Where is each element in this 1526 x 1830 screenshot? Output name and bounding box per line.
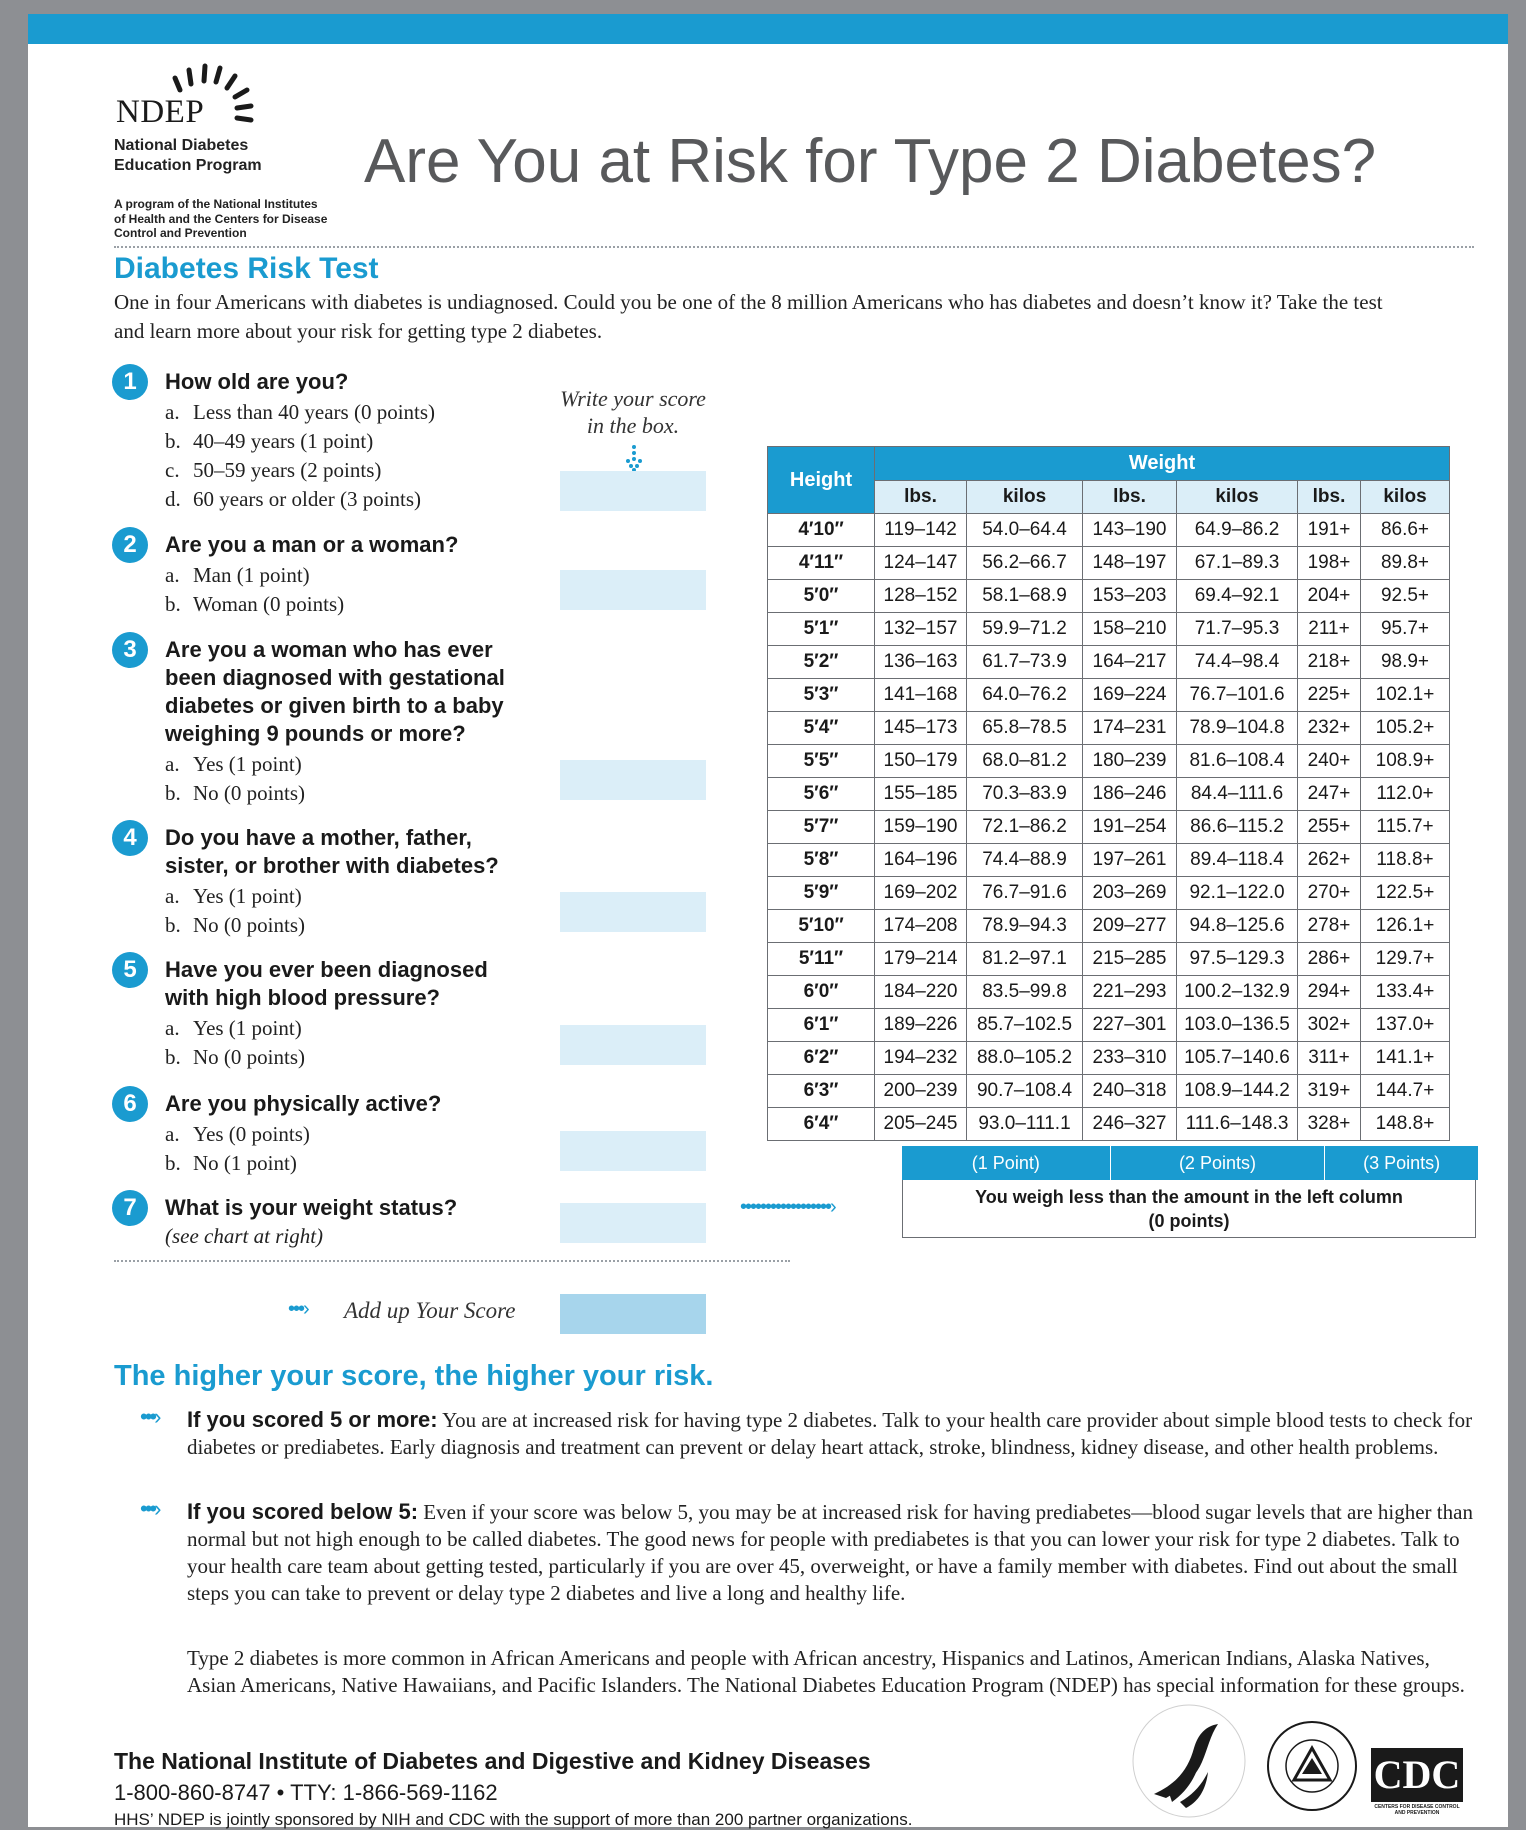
table-row <box>768 646 1450 679</box>
weight-cell: 209–277 <box>1083 910 1177 943</box>
option <box>165 485 435 514</box>
weight-cell: 169–224 <box>1083 679 1177 712</box>
weight-header: Weight <box>875 447 1450 481</box>
risk-paragraph-2-text: Even if your score was below 5, you may be at increased risk for having prediabetes—blood sugar levels that are higher than normal but not high enough to be called diabetes. The good news for people with prediabetes is that you can lower your risk for type 2 diabetes. Talk to your health care team about getting tested, particularly if you are over 45, overweight, or have a family member with diabetes. Find out about the small steps you can take to prevent or delay type 2 diabetes and live a long and healthy life. <box>187 1500 1473 1605</box>
weight-cell: 179–214 <box>875 943 967 976</box>
height-cell: 5′2″ <box>768 646 875 679</box>
right-arrow-icon: ••••••••••••••••••› <box>740 1196 835 1218</box>
table-row <box>768 613 1450 646</box>
weight-cell: 93.0–111.1 <box>967 1108 1083 1141</box>
option-text: Less than 40 years (0 points) <box>193 400 436 424</box>
weight-cell: 103.0–136.5 <box>1177 1009 1298 1042</box>
weight-cell: 246–327 <box>1083 1108 1177 1141</box>
height-cell: 6′3″ <box>768 1075 875 1108</box>
option-letter: a. <box>165 400 180 424</box>
weight-cell: 129.7+ <box>1361 943 1450 976</box>
weight-cell: 84.4–111.6 <box>1177 778 1298 811</box>
height-cell: 6′1″ <box>768 1009 875 1042</box>
section-heading-risk: The higher your score, the higher your risk. <box>114 1360 714 1392</box>
height-cell: 5′9″ <box>768 877 875 910</box>
weight-cell: 311+ <box>1298 1042 1361 1075</box>
risk-paragraph-3: Type 2 diabetes is more common in African Americans and people with African ancestry, Hispanics and Latinos, American Indians, Alaska Natives, Asian Americans, Native Hawaiians, and Pacific Islanders. The National Diabetes Education Program (NDEP) has special information for these groups. <box>187 1646 1465 1697</box>
top-bar <box>28 14 1508 44</box>
option-letter: b. <box>165 429 181 453</box>
weight-cell: 102.1+ <box>1361 679 1450 712</box>
weight-cell: 90.7–108.4 <box>967 1075 1083 1108</box>
ndep-logo-text: NDEP <box>116 94 205 130</box>
weight-cell: 148–197 <box>1083 547 1177 580</box>
weight-cell: 180–239 <box>1083 745 1177 778</box>
weight-cell: 218+ <box>1298 646 1361 679</box>
header-divider <box>114 246 1474 248</box>
score-box-7[interactable] <box>560 1203 706 1243</box>
score-box-2[interactable] <box>560 570 706 610</box>
option-letter: a. <box>165 1122 180 1146</box>
weight-cell: 92.1–122.0 <box>1177 877 1298 910</box>
weight-cell: 203–269 <box>1083 877 1177 910</box>
sub-header: kilos <box>1177 480 1298 514</box>
weight-cell: 144.7+ <box>1361 1075 1450 1108</box>
weight-cell: 97.5–129.3 <box>1177 943 1298 976</box>
org-name-line2: Education Program <box>114 157 262 174</box>
height-cell: 5′3″ <box>768 679 875 712</box>
points-1-label: (1 Point) <box>902 1146 1111 1180</box>
option-letter: a. <box>165 752 180 776</box>
weight-cell: 158–210 <box>1083 613 1177 646</box>
table-row <box>768 976 1450 1009</box>
weight-cell: 319+ <box>1298 1075 1361 1108</box>
weight-cell: 67.1–89.3 <box>1177 547 1298 580</box>
weight-cell: 94.8–125.6 <box>1177 910 1298 943</box>
option <box>165 911 305 940</box>
score-divider <box>114 1260 790 1262</box>
weight-cell: 89.4–118.4 <box>1177 844 1298 877</box>
sub-header: kilos <box>1361 480 1450 514</box>
weight-cell: 81.6–108.4 <box>1177 745 1298 778</box>
weight-cell: 240+ <box>1298 745 1361 778</box>
weight-cell: 108.9+ <box>1361 745 1450 778</box>
table-row <box>768 1108 1450 1141</box>
write-hint-line1: Write your score <box>560 386 706 411</box>
footer-phone: 1-800-860-8747 • TTY: 1-866-569-1162 <box>114 1780 498 1805</box>
question-4-text: Do you have a mother, father, sister, or brother with diabetes? <box>165 825 499 878</box>
weight-cell: 126.1+ <box>1361 910 1450 943</box>
weight-cell: 64.0–76.2 <box>967 679 1083 712</box>
option <box>165 1043 305 1072</box>
weight-cell: 137.0+ <box>1361 1009 1450 1042</box>
weight-cell: 148.8+ <box>1361 1108 1450 1141</box>
weight-cell: 215–285 <box>1083 943 1177 976</box>
total-score-box[interactable] <box>560 1294 706 1334</box>
weight-cell: 145–173 <box>875 712 967 745</box>
table-row <box>768 745 1450 778</box>
score-box-6[interactable] <box>560 1131 706 1171</box>
weight-cell: 294+ <box>1298 976 1361 1009</box>
score-box-4[interactable] <box>560 892 706 932</box>
question-number-2: 2 <box>112 527 148 563</box>
weight-cell: 221–293 <box>1083 976 1177 1009</box>
weight-cell: 255+ <box>1298 811 1361 844</box>
table-row <box>768 679 1450 712</box>
option <box>165 750 305 779</box>
question-5-options <box>165 1014 305 1072</box>
weight-cell: 225+ <box>1298 679 1361 712</box>
weight-cell: 92.5+ <box>1361 580 1450 613</box>
weight-cell: 270+ <box>1298 877 1361 910</box>
question-number-7: 7 <box>112 1190 148 1226</box>
question-7-subtext <box>165 1222 323 1251</box>
height-cell: 5′0″ <box>768 580 875 613</box>
bullet-arrow-icon: •••› <box>140 1404 159 1429</box>
footer-institute: The National Institute of Diabetes and Digestive and Kidney Diseases <box>114 1748 871 1774</box>
weight-cell: 132–157 <box>875 613 967 646</box>
height-cell: 5′4″ <box>768 712 875 745</box>
height-cell: 5′11″ <box>768 943 875 976</box>
option-text: 60 years or older (3 points) <box>193 487 422 511</box>
question-3-text: Are you a woman who has ever been diagnosed with gestational diabetes or given birth to a baby weighing 9 pounds or more? <box>165 637 505 746</box>
sub-header: kilos <box>967 480 1083 514</box>
option <box>165 1149 310 1178</box>
height-cell: 6′0″ <box>768 976 875 1009</box>
table-row <box>768 910 1450 943</box>
weight-cell: 65.8–78.5 <box>967 712 1083 745</box>
weight-cell: 72.1–86.2 <box>967 811 1083 844</box>
weight-cell: 189–226 <box>875 1009 967 1042</box>
weight-cell: 56.2–66.7 <box>967 547 1083 580</box>
weight-cell: 98.9+ <box>1361 646 1450 679</box>
weight-cell: 227–301 <box>1083 1009 1177 1042</box>
option <box>165 456 435 485</box>
option-letter: c. <box>165 458 180 482</box>
program-line3: Control and Prevention <box>114 226 247 240</box>
table-row <box>768 1009 1450 1042</box>
height-cell: 6′2″ <box>768 1042 875 1075</box>
option-text: Yes (1 point) <box>193 884 302 908</box>
height-cell: 6′4″ <box>768 1108 875 1141</box>
weight-cell: 200–239 <box>875 1075 967 1108</box>
question-7-text: What is your weight status? <box>165 1195 458 1220</box>
height-cell: 5′10″ <box>768 910 875 943</box>
risk-paragraph-2-lead: If you scored below 5: <box>187 1499 419 1524</box>
weight-cell: 247+ <box>1298 778 1361 811</box>
weight-cell: 95.7+ <box>1361 613 1450 646</box>
weight-cell: 240–318 <box>1083 1075 1177 1108</box>
option-letter: d. <box>165 487 181 511</box>
score-box-3[interactable] <box>560 760 706 800</box>
option-letter: b. <box>165 913 181 937</box>
table-row <box>768 712 1450 745</box>
weight-cell: 211+ <box>1298 613 1361 646</box>
org-name-line1: National Diabetes <box>114 137 249 154</box>
weight-cell: 105.2+ <box>1361 712 1450 745</box>
weight-cell: 71.7–95.3 <box>1177 613 1298 646</box>
page-title: Are You at Risk for Type 2 Diabetes? <box>364 127 1377 196</box>
weight-cell: 59.9–71.2 <box>967 613 1083 646</box>
write-score-hint <box>548 385 718 439</box>
weight-cell: 108.9–144.2 <box>1177 1075 1298 1108</box>
less-weight-note <box>902 1180 1476 1238</box>
option-text: Yes (1 point) <box>193 1016 302 1040</box>
weight-cell: 111.6–148.3 <box>1177 1108 1298 1141</box>
weight-cell: 136–163 <box>875 646 967 679</box>
weight-cell: 205–245 <box>875 1108 967 1141</box>
weight-cell: 184–220 <box>875 976 967 1009</box>
option <box>165 1120 310 1149</box>
table-row <box>768 877 1450 910</box>
weight-cell: 194–232 <box>875 1042 967 1075</box>
option-text: No (0 points) <box>193 1045 305 1069</box>
cdc-logo-sub: CENTERS FOR DISEASE CONTROL AND PREVENTION <box>1374 1804 1460 1816</box>
option-letter: b. <box>165 592 181 616</box>
score-box-1[interactable] <box>560 471 706 511</box>
option-text: Woman (0 points) <box>193 592 345 616</box>
weight-cell: 155–185 <box>875 778 967 811</box>
table-row <box>768 943 1450 976</box>
option-letter: a. <box>165 1016 180 1040</box>
weight-cell: 115.7+ <box>1361 811 1450 844</box>
option-text: No (0 points) <box>193 913 305 937</box>
option-text: No (0 points) <box>193 781 305 805</box>
program-note <box>114 197 344 241</box>
write-hint-line2: in the box. <box>586 413 680 438</box>
question-5-text: Have you ever been diagnosed with high blood pressure? <box>165 957 488 1010</box>
weight-cell: 69.4–92.1 <box>1177 580 1298 613</box>
weight-cell: 105.7–140.6 <box>1177 1042 1298 1075</box>
weight-cell: 83.5–99.8 <box>967 976 1083 1009</box>
sub-header: lbs. <box>1298 480 1361 514</box>
weight-cell: 191+ <box>1298 514 1361 547</box>
less-weight-line1: You weigh less than the amount in the left column <box>975 1187 1403 1207</box>
weight-cell: 164–217 <box>1083 646 1177 679</box>
weight-table <box>767 446 1450 1141</box>
question-6-text: Are you physically active? <box>165 1091 442 1116</box>
weight-cell: 68.0–81.2 <box>967 745 1083 778</box>
weight-cell: 61.7–73.9 <box>967 646 1083 679</box>
option-letter: b. <box>165 1151 181 1175</box>
weight-cell: 118.8+ <box>1361 844 1450 877</box>
weight-cell: 262+ <box>1298 844 1361 877</box>
table-row <box>768 778 1450 811</box>
question-1-options <box>165 398 435 514</box>
question-7-subtext-text: (see chart at right) <box>165 1224 324 1248</box>
table-row <box>768 1042 1450 1075</box>
weight-cell: 197–261 <box>1083 844 1177 877</box>
height-cell: 5′5″ <box>768 745 875 778</box>
weight-cell: 328+ <box>1298 1108 1361 1141</box>
option <box>165 427 435 456</box>
weight-cell: 141.1+ <box>1361 1042 1450 1075</box>
weight-cell: 86.6–115.2 <box>1177 811 1298 844</box>
question-6-options <box>165 1120 310 1178</box>
points-2-label: (2 Points) <box>1111 1146 1326 1180</box>
option <box>165 1014 305 1043</box>
question-2-options <box>165 561 344 619</box>
table-row <box>768 811 1450 844</box>
weight-cell: 169–202 <box>875 877 967 910</box>
question-number-1: 1 <box>112 364 148 400</box>
option-text: Yes (0 points) <box>193 1122 310 1146</box>
option <box>165 882 305 911</box>
points-3-label: (3 Points) <box>1325 1146 1478 1180</box>
weight-cell: 89.8+ <box>1361 547 1450 580</box>
add-up-label: Add up Your Score <box>344 1298 516 1323</box>
weight-cell: 143–190 <box>1083 514 1177 547</box>
height-header: Height <box>768 447 875 514</box>
weight-cell: 233–310 <box>1083 1042 1177 1075</box>
nih-seal-icon <box>1264 1718 1360 1814</box>
question-number-4: 4 <box>112 820 148 856</box>
sub-header: lbs. <box>875 480 967 514</box>
risk-paragraph-2 <box>187 1498 1477 1607</box>
option <box>165 398 435 427</box>
weight-cell: 159–190 <box>875 811 967 844</box>
weight-cell: 112.0+ <box>1361 778 1450 811</box>
section-heading-risk-test: Diabetes Risk Test <box>114 252 379 285</box>
program-line1: A program of the National Institutes <box>114 197 318 211</box>
question-3-options <box>165 750 305 808</box>
weight-cell: 153–203 <box>1083 580 1177 613</box>
less-weight-line2: (0 points) <box>1148 1211 1230 1231</box>
option-letter: b. <box>165 1045 181 1069</box>
weight-cell: 88.0–105.2 <box>967 1042 1083 1075</box>
weight-cell: 74.4–98.4 <box>1177 646 1298 679</box>
question-1-text: How old are you? <box>165 369 349 394</box>
question-4-options <box>165 882 305 940</box>
weight-cell: 174–231 <box>1083 712 1177 745</box>
option-text: Yes (1 point) <box>193 752 302 776</box>
height-cell: 5′6″ <box>768 778 875 811</box>
weight-cell: 204+ <box>1298 580 1361 613</box>
cdc-logo: CDC <box>1371 1748 1463 1802</box>
table-row <box>768 580 1450 613</box>
add-up-arrow-icon: •••› <box>288 1298 308 1320</box>
question-number-6: 6 <box>112 1086 148 1122</box>
weight-cell: 85.7–102.5 <box>967 1009 1083 1042</box>
weight-cell: 141–168 <box>875 679 967 712</box>
option-text: 50–59 years (2 points) <box>193 458 382 482</box>
option <box>165 561 344 590</box>
weight-cell: 76.7–91.6 <box>967 877 1083 910</box>
weight-cell: 164–196 <box>875 844 967 877</box>
height-cell: 5′7″ <box>768 811 875 844</box>
table-row <box>768 547 1450 580</box>
weight-cell: 302+ <box>1298 1009 1361 1042</box>
weight-cell: 133.4+ <box>1361 976 1450 1009</box>
weight-cell: 122.5+ <box>1361 877 1450 910</box>
question-number-3: 3 <box>112 632 148 668</box>
option-text: Man (1 point) <box>193 563 310 587</box>
score-box-5[interactable] <box>560 1025 706 1065</box>
points-row <box>902 1146 1478 1180</box>
height-cell: 5′8″ <box>768 844 875 877</box>
weight-cell: 232+ <box>1298 712 1361 745</box>
weight-cell: 119–142 <box>875 514 967 547</box>
weight-cell: 54.0–64.4 <box>967 514 1083 547</box>
footer-note: HHS’ NDEP is jointly sponsored by NIH and CDC with the support of more than 200 partner organizations. <box>114 1810 913 1829</box>
sub-header: lbs. <box>1083 480 1177 514</box>
weight-cell: 174–208 <box>875 910 967 943</box>
weight-cell: 191–254 <box>1083 811 1177 844</box>
weight-cell: 81.2–97.1 <box>967 943 1083 976</box>
weight-cell: 100.2–132.9 <box>1177 976 1298 1009</box>
weight-cell: 198+ <box>1298 547 1361 580</box>
height-cell: 5′1″ <box>768 613 875 646</box>
option <box>165 590 344 619</box>
option-letter: a. <box>165 563 180 587</box>
table-row <box>768 1075 1450 1108</box>
option-letter: a. <box>165 884 180 908</box>
weight-cell: 64.9–86.2 <box>1177 514 1298 547</box>
org-name <box>114 136 314 176</box>
weight-cell: 86.6+ <box>1361 514 1450 547</box>
hhs-seal-icon <box>1124 1698 1254 1824</box>
option <box>165 779 305 808</box>
weight-cell: 128–152 <box>875 580 967 613</box>
table-row <box>768 844 1450 877</box>
weight-cell: 58.1–68.9 <box>967 580 1083 613</box>
weight-cell: 70.3–83.9 <box>967 778 1083 811</box>
weight-cell: 124–147 <box>875 547 967 580</box>
option-letter: b. <box>165 781 181 805</box>
height-cell: 4′11″ <box>768 547 875 580</box>
weight-cell: 78.9–94.3 <box>967 910 1083 943</box>
weight-cell: 76.7–101.6 <box>1177 679 1298 712</box>
intro-paragraph: One in four Americans with diabetes is undiagnosed. Could you be one of the 8 million Americans who has diabetes and doesn’t know it? Take the test and learn more about your risk for getting type 2 diabetes. <box>114 290 1383 343</box>
option-text: No (1 point) <box>193 1151 297 1175</box>
option-text: 40–49 years (1 point) <box>193 429 374 453</box>
question-number-5: 5 <box>112 952 148 988</box>
down-arrow-icon <box>622 444 646 474</box>
question-2-text: Are you a man or a woman? <box>165 532 459 557</box>
page <box>28 14 1508 1827</box>
table-row <box>768 514 1450 547</box>
height-cell: 4′10″ <box>768 514 875 547</box>
weight-cell: 78.9–104.8 <box>1177 712 1298 745</box>
risk-paragraph-1-text: You are at increased risk for having type 2 diabetes. Talk to your health care provider about simple blood tests to check for diabetes or prediabetes. Early diagnosis and treatment can prevent or delay heart attack, stroke, blindness, kidney disease, and other health problems. <box>187 1408 1473 1459</box>
weight-cell: 150–179 <box>875 745 967 778</box>
weight-cell: 186–246 <box>1083 778 1177 811</box>
risk-paragraph-1-lead: If you scored 5 or more: <box>187 1407 438 1432</box>
risk-paragraph-1 <box>187 1406 1477 1461</box>
bullet-arrow-icon: •••› <box>140 1496 159 1521</box>
program-line2: of Health and the Centers for Disease <box>114 211 328 226</box>
weight-cell: 278+ <box>1298 910 1361 943</box>
weight-cell: 286+ <box>1298 943 1361 976</box>
weight-cell: 74.4–88.9 <box>967 844 1083 877</box>
